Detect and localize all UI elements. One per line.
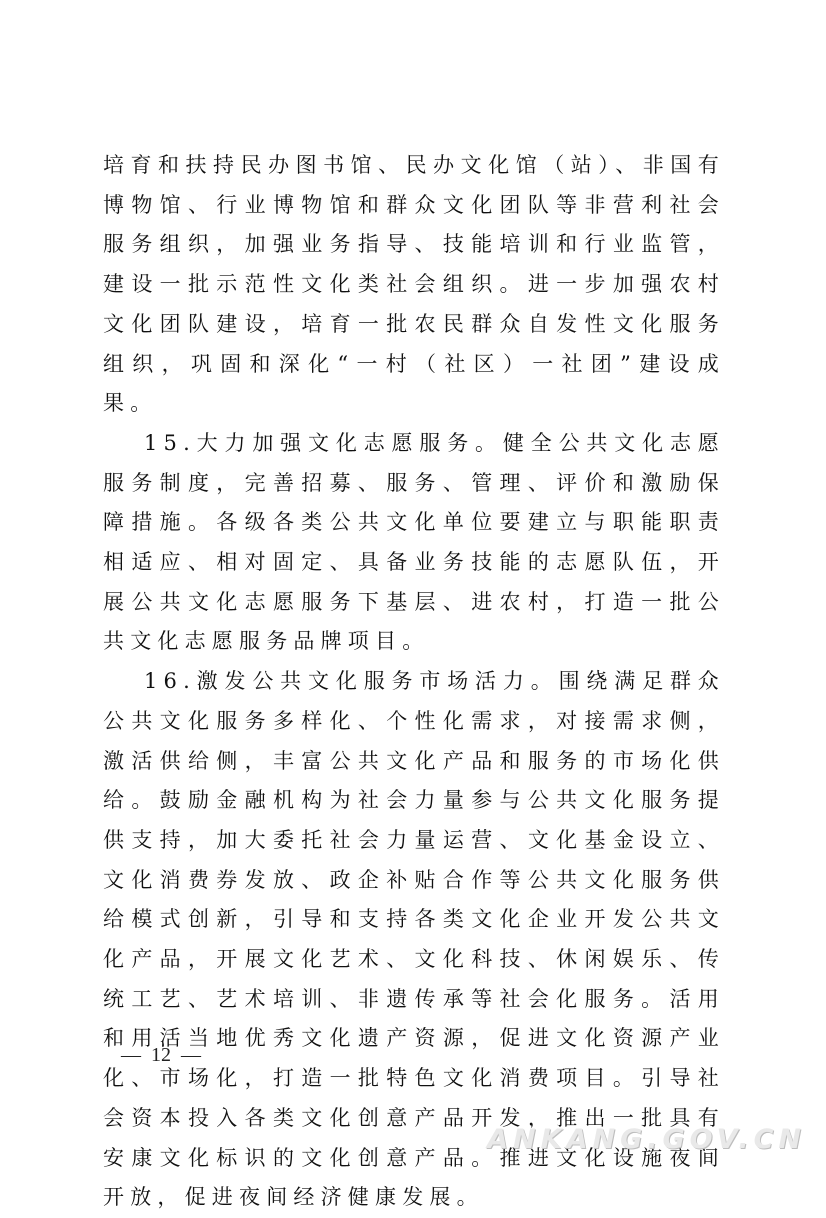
paragraph-16-market-vitality: 16.激发公共文化服务市场活力。围绕满足群众公共文化服务多样化、个性化需求，对接需求侧，激活供给侧，丰富公共文化产品和服务的市场化供给。鼓励金融机构为社会力量参与公共文化服务提供支持，加大委托社会力量运营、文化基金设立、文化消费券发放、政企补贴合作等公共文化服务供给模式创新，引导和支持各类文化企业开发公共文化产品，开展文化艺术、文化科技、休闲娱乐、传统工艺、艺术培训、非遗传承等社会化服务。活用和用活当地优秀文化遗产资源，促进文化资源产业化、市场化，打造一批特色文化消费项目。引导社会资本投入各类文化创意产品开发，推出一批具有安康文化标识的文化创意产品。推进文化设施夜间开放，促进夜间经济健康发展。 (103, 669, 725, 1210)
paragraph-continuation: 培育和扶持民办图书馆、民办文化馆（站）、非国有博物馆、行业博物馆和群众文化团队等非营利社会服务组织，加强业务指导、技能培训和行业监管，建设一批示范性文化类社会组织。进一步加强农村文化团队建设，培育一批农民群众自发性文化服务组织，巩固和深化“一村（社区）一社团”建设成果。 (103, 153, 725, 416)
page-number: — 12 — (121, 1044, 201, 1066)
site-watermark: ANKANG.GOV.CN (487, 1124, 806, 1155)
paragraph-15-volunteer-service: 15.大力加强文化志愿服务。健全公共文化志愿服务制度，完善招募、服务、管理、评价和激励保障措施。各级各类公共文化单位要建立与职能职责相适应、相对固定、具备业务技能的志愿队伍，开展公共文化志愿服务下基层、进农村，打造一批公共文化志愿服务品牌项目。 (103, 430, 725, 654)
